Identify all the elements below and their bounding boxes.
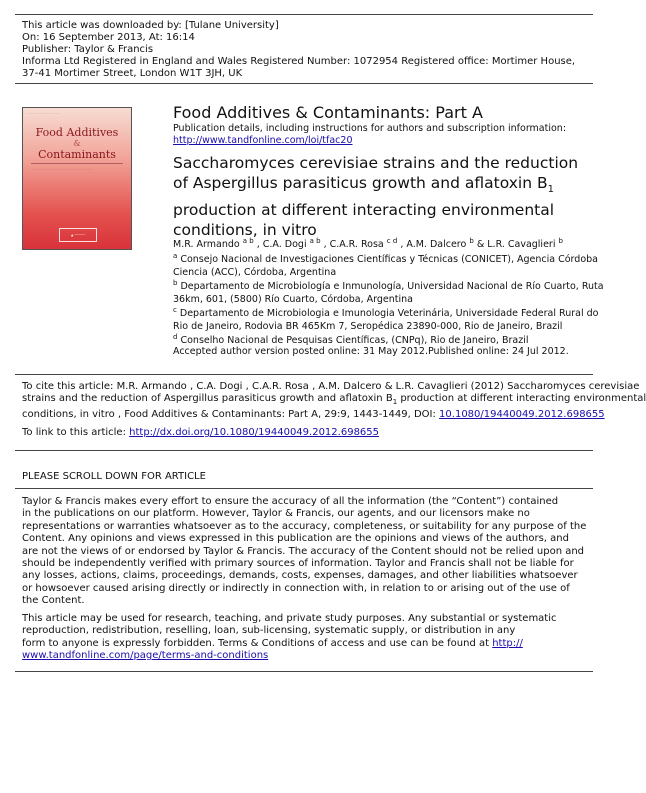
publisher-logo-icon: ▲ ────── [59,228,97,242]
cover-title-amp: & [73,139,81,148]
journal-name: Food Additives & Contaminants: Part A [173,103,483,122]
author-affiliation-marks: a b [242,237,254,245]
disclaimer-line: in the publications on our platform. However, Taylor & Francis, our agents, and our licensors make no [22,508,530,520]
author-separator: & [473,239,488,251]
top-rule [15,14,593,15]
affiliation-mark: a [173,252,178,260]
cover-top-text: ····· ··· ·· ·········· ··· ······ [27,111,60,115]
author-affiliation-marks: b [469,237,474,245]
bottom-rule [15,671,593,672]
disclaimer-paragraph-2 [22,613,592,663]
cover-subtitle: ·· ······ ·· ····· ········ ······· ··· ······ ···· ······ ····· [31,167,93,171]
affiliation-c [173,304,598,333]
disclaimer-line: should be independently verified with primary sources of information. Taylor and Francis shall not be liable for [22,558,574,570]
disclaimer-line-text: form to anyone is expressly forbidden. Terms & Conditions of access and use can be found at [22,637,493,649]
disclaimer-line: reproduction, redistribution, reselling, loan, sub-licensing, systematic supply, or distribution in any [22,625,516,637]
affiliation-mark: b [173,279,178,287]
citation-block [22,381,646,421]
affiliation-text: Consejo Nacional de Investigaciones Científicas y Técnicas (CONICET), Agencia Córdoba [180,254,598,266]
publication-details [173,123,566,147]
disclaimer-line: This article may be used for research, teaching, and private study purposes. Any substantial or systematic [22,613,557,624]
affiliation-text: 36km, 601, (5800) Río Cuarto, Córdoba, Argentina [173,294,413,306]
publisher: Publisher: Taylor & Francis [22,44,154,55]
registered-line-2: 37-41 Mortimer Street, London W1T 3JH, UK [22,68,243,79]
citation-line-2-text: strains and the reduction of Aspergillus parasiticus growth and aflatoxin B [22,393,393,405]
title-line-4: conditions, in vitro [173,221,317,240]
author-name: C.A.R. Rosa [329,239,384,251]
terms-link-part-1[interactable]: http:// [492,637,523,649]
scroll-notice: PLEASE SCROLL DOWN FOR ARTICLE [22,471,206,482]
affiliation-text: Conselho Nacional de Pesquisas Científicas, (CNPq), Rio de Janeiro, Brazil [180,335,529,347]
disclaimer-line: Content. Any opinions and views expressed in this publication are the opinions and views of the authors, and [22,533,569,545]
accepted-published-dates: Accepted author version posted online: 31 May 2012.Published online: 24 Jul 2012. [173,346,569,357]
author-separator: , [320,239,330,251]
author-affiliation-marks: c d [386,237,398,245]
affiliation-text: Ciencia (ACC), Córdoba, Argentina [173,267,337,279]
cover-divider [31,163,123,164]
title-line-2-text: of Aspergillus parasiticus growth and aflatoxin B [173,174,548,192]
download-date: On: 16 September 2013, At: 16:14 [22,32,195,43]
disclaimer-line: the Content. [22,595,85,607]
title-line-2 [173,173,593,200]
header-rule [15,83,593,84]
cover-title-word-2: Contaminants [38,148,116,161]
article-link-line [22,427,592,439]
title-line-3: production at different interacting environmental [173,201,555,220]
author-separator: , [253,239,263,251]
cover-title [23,126,131,162]
affiliation-text: Departamento de Microbiologia e Imunologia Veterinária, Universidade Federal Rural do [179,308,599,320]
author-affiliation-marks: a b [309,237,321,245]
affiliation-text: Departamento de Microbiología e Inmunología, Universidad Nacional de Río Cuarto, Ruta [180,281,604,293]
title-line-1: Saccharomyces cerevisiae strains and the reduction [173,154,579,172]
disclaimer-paragraph-1 [22,496,592,608]
affiliation-b [173,277,604,306]
disclaimer-line [22,638,592,650]
affiliation-a [173,250,598,279]
journal-cover-image [22,107,132,250]
downloaded-by: This article was downloaded by: [Tulane University] [22,20,279,31]
journal-url-link[interactable]: http://www.tandfonline.com/loi/tfac20 [173,135,353,146]
cover-title-word-1: Food Additives [35,126,119,139]
citation-top-rule [15,374,593,375]
citation-line-3-text: conditions, in vitro , Food Additives & Contaminants: Part A, 29:9, 1443-1449, DOI: [22,408,440,420]
affiliation-text: Rio de Janeiro, Rodovia BR 465Km 7, Seropédica 23890-000, Rio de Janeiro, Brazil [173,321,563,333]
author-name: L.R. Cavaglieri [487,239,556,251]
citation-line-2 [22,393,646,408]
citation-line-1: To cite this article: M.R. Armando , C.A. Dogi , C.A.R. Rosa , A.M. Dalcero & L.R. Cavaglieri (2012) Saccharomyces cerevisiae [22,381,640,392]
citation-line-3 [22,408,605,421]
registered-line-1: Informa Ltd Registered in England and Wales Registered Number: 1072954 Registered office: Mortimer House, [22,56,576,67]
article-doi-url-link[interactable]: http://dx.doi.org/10.1080/19440049.2012.698655 [129,427,380,438]
disclaimer-top-rule [15,488,593,489]
publication-details-text: Publication details, including instructions for authors and subscription information: [173,123,567,134]
author-list [173,235,563,251]
author-name: M.R. Armando [173,239,240,251]
terms-link-part-2[interactable]: www.tandfonline.com/page/terms-and-conditions [22,650,269,662]
author-name: C.A. Dogi [262,239,307,251]
citation-subscript: 1 [392,398,398,407]
citation-line-2-text-b: production at different interacting environmental [397,393,646,405]
scroll-notice-top-rule [15,450,593,451]
author-separator: , [397,239,407,251]
disclaimer-line: are not the views of or endorsed by Taylor & Francis. The accuracy of the Content should not be relied upon and [22,545,585,557]
article-link-label: To link to this article: [22,427,130,438]
affiliation-mark: c [173,306,177,314]
disclaimer-line: or howsoever caused arising directly or indirectly in connection with, in relation to or arising out of the use of [22,582,570,594]
disclaimer-line: any losses, actions, claims, proceedings, demands, costs, expenses, damages, and other liabilities whatsoever [22,570,578,582]
doi-link[interactable]: 10.1080/19440049.2012.698655 [439,408,605,420]
title-subscript: 1 [547,184,554,196]
disclaimer-line: Taylor & Francis makes every effort to ensure the accuracy of all the information (the “Content”) contained [22,496,559,507]
disclaimer-line: representations or warranties whatsoever as to the accuracy, completeness, or suitability for any purpose of the [22,520,587,532]
article-title [173,153,593,240]
author-affiliation-marks: b [558,237,563,245]
author-name: A.M. Dalcero [406,239,467,251]
affiliation-mark: d [173,333,178,341]
